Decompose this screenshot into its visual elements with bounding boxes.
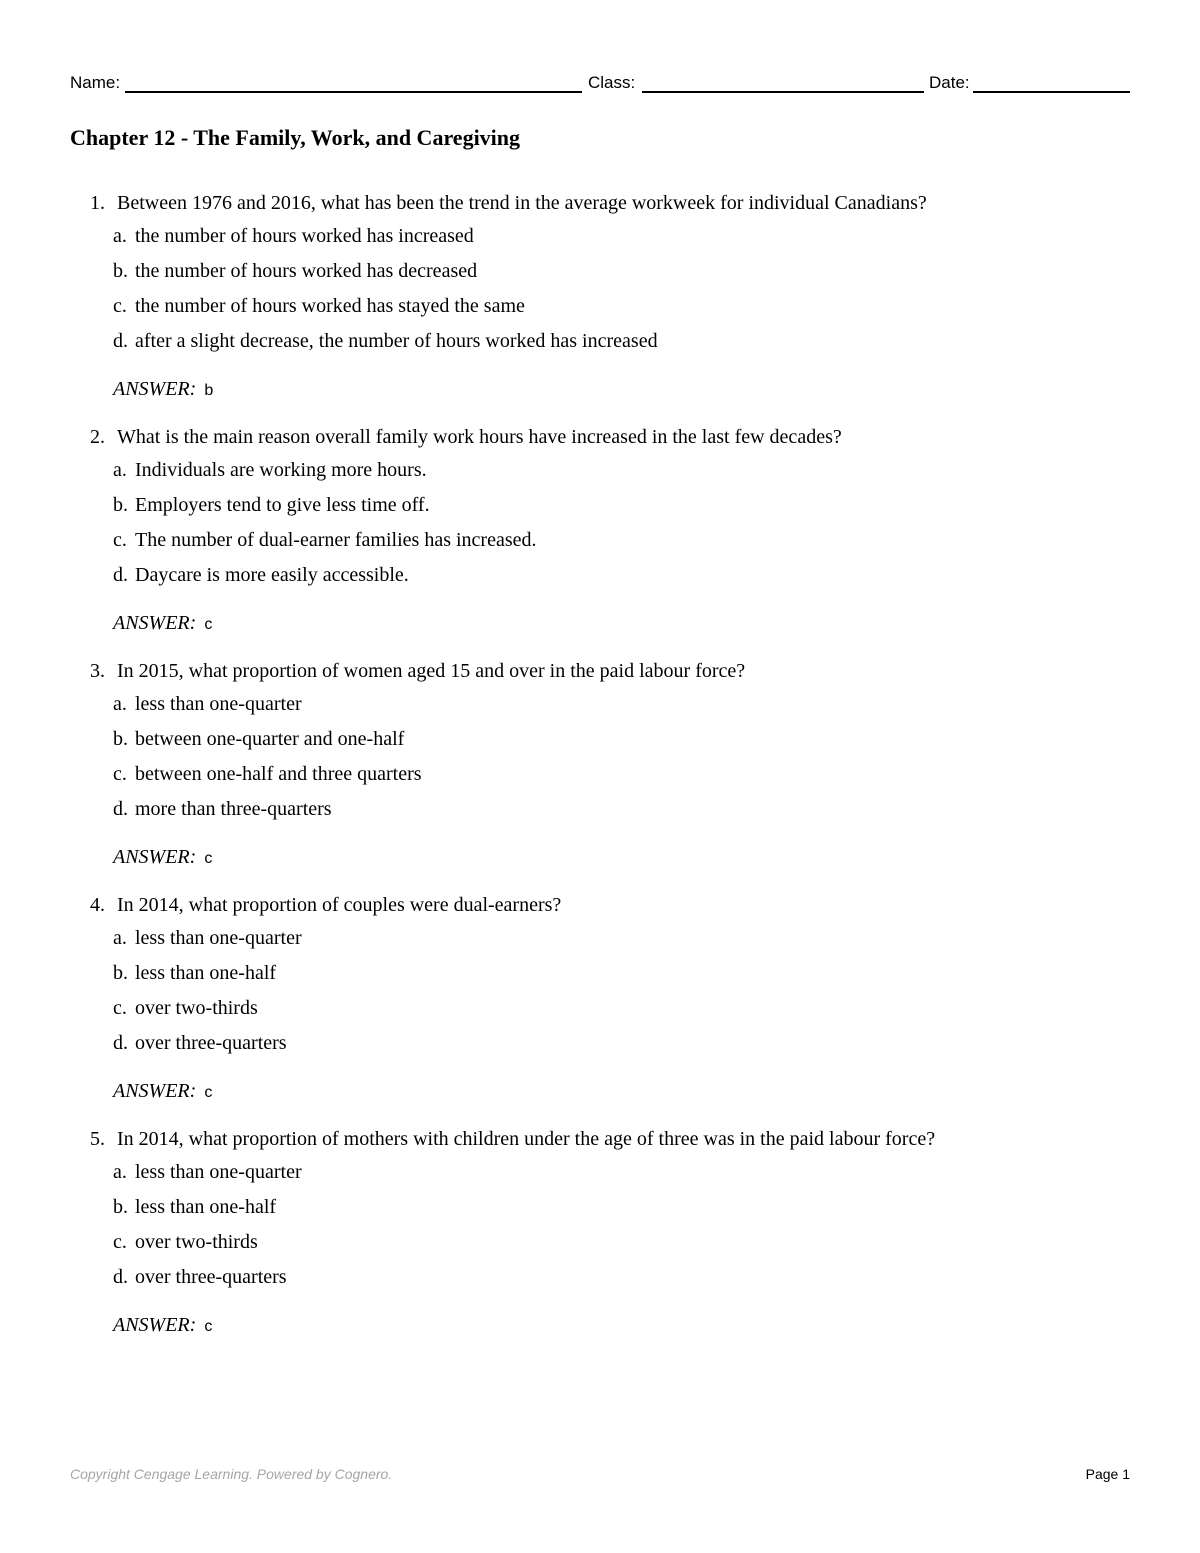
option-text: the number of hours worked has increased [135, 225, 474, 247]
option-letter: b. [113, 728, 128, 750]
option-text: more than three-quarters [135, 798, 332, 820]
answer-label: ANSWER: [113, 612, 197, 634]
question-number: 1. [90, 192, 105, 214]
answer-option [113, 796, 332, 822]
option-text: less than one-half [135, 962, 277, 984]
answer-key [113, 844, 212, 872]
header-fields [70, 72, 1130, 98]
option-text: over three-quarters [135, 1032, 287, 1054]
option-letter: a. [113, 225, 127, 247]
class-field-line[interactable] [642, 91, 924, 93]
answer-label: ANSWER: [113, 1314, 197, 1336]
option-text: over three-quarters [135, 1266, 287, 1288]
answer-option [113, 527, 536, 553]
answer-option [113, 293, 525, 319]
answer-key [113, 1078, 212, 1106]
option-letter: a. [113, 459, 127, 481]
option-letter: d. [113, 330, 128, 352]
option-text: between one-half and three quarters [135, 763, 422, 785]
chapter-title: Chapter 12 - The Family, Work, and Caregiving [70, 125, 521, 150]
option-text: Individuals are working more hours. [135, 459, 427, 481]
option-letter: d. [113, 564, 128, 586]
answer-option [113, 925, 302, 951]
question-text: What is the main reason overall family work hours have increased in the last few decades? [117, 426, 842, 448]
option-letter: c. [113, 529, 127, 551]
question-item [0, 190, 1200, 424]
option-letter: d. [113, 1032, 128, 1054]
answer-label: ANSWER: [113, 1080, 197, 1102]
option-text: over two-thirds [135, 997, 258, 1019]
answer-value: c [204, 616, 213, 633]
answer-value: c [204, 1084, 213, 1101]
page-number: Page 1 [1085, 1466, 1130, 1482]
option-letter: c. [113, 997, 127, 1019]
question-item [0, 658, 1200, 892]
option-text: less than one-half [135, 1196, 277, 1218]
option-text: less than one-quarter [135, 1161, 302, 1183]
answer-option [113, 223, 474, 249]
date-label: Date: [929, 73, 970, 92]
option-text: the number of hours worked has stayed the same [135, 295, 525, 317]
option-letter: c. [113, 295, 127, 317]
name-field-line[interactable] [125, 91, 582, 93]
question-number: 2. [90, 426, 105, 448]
answer-option [113, 492, 430, 518]
date-field-line[interactable] [973, 91, 1130, 93]
answer-value: c [204, 1318, 213, 1335]
option-letter: d. [113, 798, 128, 820]
answer-value: c [204, 850, 213, 867]
option-text: Employers tend to give less time off. [135, 494, 430, 516]
class-label: Class: [588, 73, 636, 92]
option-text: after a slight decrease, the number of hours worked has increased [135, 330, 658, 352]
option-letter: a. [113, 693, 127, 715]
question-text: In 2015, what proportion of women aged 15 and over in the paid labour force? [117, 660, 746, 682]
option-text: over two-thirds [135, 1231, 258, 1253]
question-item [0, 1126, 1200, 1360]
question-number: 4. [90, 894, 105, 916]
option-text: Daycare is more easily accessible. [135, 564, 409, 586]
option-letter: d. [113, 1266, 128, 1288]
answer-key [113, 376, 213, 404]
option-letter: b. [113, 962, 128, 984]
option-text: the number of hours worked has decreased [135, 260, 478, 282]
question-text: Between 1976 and 2016, what has been the trend in the average workweek for individual Canadians? [117, 192, 927, 214]
answer-option [113, 1194, 276, 1220]
answer-option [113, 1229, 258, 1255]
answer-option [113, 1030, 287, 1056]
option-letter: a. [113, 927, 127, 949]
question-item [0, 424, 1200, 658]
question-text: In 2014, what proportion of couples were dual-earners? [117, 894, 562, 916]
option-text: less than one-quarter [135, 927, 302, 949]
question-number: 3. [90, 660, 105, 682]
answer-option [113, 457, 427, 483]
answer-option [113, 1264, 287, 1290]
option-letter: b. [113, 260, 128, 282]
question-number: 5. [90, 1128, 105, 1150]
answer-option [113, 258, 477, 284]
answer-option [113, 761, 422, 787]
option-text: less than one-quarter [135, 693, 302, 715]
answer-option [113, 960, 276, 986]
footer-copyright: Copyright Cengage Learning. Powered by Cognero. [70, 1466, 393, 1482]
answer-label: ANSWER: [113, 378, 197, 400]
question-text: In 2014, what proportion of mothers with children under the age of three was in the paid labour force? [117, 1128, 936, 1150]
name-label: Name: [70, 73, 121, 92]
option-text: The number of dual-earner families has increased. [135, 529, 537, 551]
answer-option [113, 562, 409, 588]
option-text: between one-quarter and one-half [135, 728, 405, 750]
answer-option [113, 1159, 302, 1185]
option-letter: c. [113, 1231, 127, 1253]
option-letter: a. [113, 1161, 127, 1183]
question-list [0, 190, 1200, 1360]
answer-option [113, 995, 258, 1021]
answer-key [113, 1312, 212, 1340]
answer-label: ANSWER: [113, 846, 197, 868]
question-item [0, 892, 1200, 1126]
answer-key [113, 610, 212, 638]
answer-option [113, 726, 404, 752]
answer-option [113, 691, 302, 717]
option-letter: c. [113, 763, 127, 785]
answer-value: b [204, 382, 214, 399]
option-letter: b. [113, 1196, 128, 1218]
answer-option [113, 328, 658, 354]
option-letter: b. [113, 494, 128, 516]
